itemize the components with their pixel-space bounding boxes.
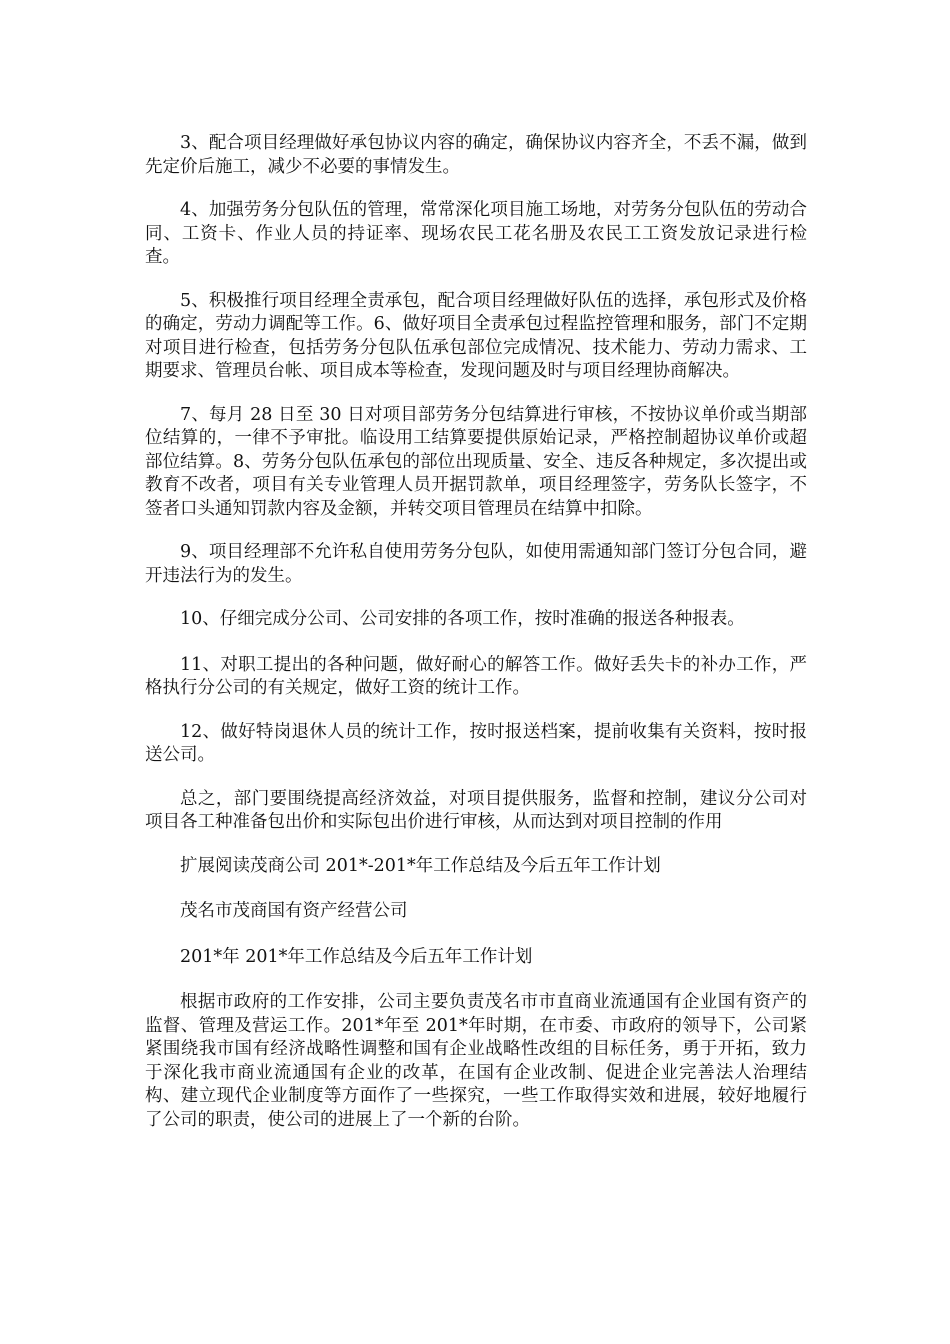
paragraph-item-7-8: 7、每月 28 日至 30 日对项目部劳务分包结算进行审核，不按协议单价或当期部位结算的，一律不予审批。临设用工结算要提供原始记录，严格控制超协议单价或超部位结算。8、劳务分包队伍承包的部位出现质量、安全、违反各种规定，多次提出或教育不改者，项目有关专业管理人员开据罚款单，项目经理签字，劳务队长签字，不签者口头通知罚款内容及金额，并转交项目管理员在结算中扣除。 — [145, 404, 807, 519]
company-name: 茂名市茂商国有资产经营公司 — [180, 901, 408, 921]
report-title: 201*年 201*年工作总结及今后五年工作计划 — [180, 946, 533, 967]
paragraph-introduction: 根据市政府的工作安排，公司主要负责茂名市市直商业流通国有企业国有资产的监督、管理及营运工作。201*年至 201*年时期，在市委、市政府的领导下，公司紧紧围绕我市国有经济战略性调整和国有企业战略性改组的目标任务，勇于开拓，致力于深化我市商业流通国有企业的改革，在国有企业改制、促进企业完善法人治理结构、建立现代企业制度等方面作了一些探究，一些工作取得实效和进展，较好地履行了公司的职责，使公司的进展上了一个新的台阶。 — [145, 992, 807, 1130]
paragraph-summary: 总之，部门要围绕提高经济效益，对项目提供服务，监督和控制，建议分公司对项目各工种准备包出价和实际包出价进行审核，从而达到对项目控制的作用 — [145, 788, 807, 832]
paragraph-item-3: 3、配合项目经理做好承包协议内容的确定，确保协议内容齐全，不丢不漏，做到先定价后施工，减少不必要的事情发生。 — [145, 133, 807, 177]
paragraph-item-10: 10、仔细完成分公司、公司安排的各项工作，按时准确的报送各种报表。 — [180, 609, 745, 629]
paragraph-item-12: 12、做好特岗退休人员的统计工作，按时报送档案，提前收集有关资料，按时报送公司。 — [145, 721, 807, 765]
extended-reading-title: 扩展阅读茂商公司 201*-201*年工作总结及今后五年工作计划 — [180, 855, 661, 876]
paragraph-item-5-6: 5、积极推行项目经理全责承包，配合项目经理做好队伍的选择，承包形式及价格的确定，劳动力调配等工作。6、做好项目全责承包过程监控管理和服务，部门不定期对项目进行检查，包括劳务分包队伍承包部位完成情况、技术能力、劳动力需求、工期要求、管理员台帐、项目成本等检查，发现问题及时与项目经理协商解决。 — [145, 290, 807, 381]
paragraph-item-4: 4、加强劳务分包队伍的管理，常常深化项目施工场地，对劳务分包队伍的劳动合同、工资卡、作业人员的持证率、现场农民工花名册及农民工工资发放记录进行检查。 — [145, 200, 807, 267]
paragraph-item-9: 9、项目经理部不允许私自使用劳务分包队，如使用需通知部门签订分包合同，避开违法行为的发生。 — [145, 542, 807, 586]
paragraph-item-11: 11、对职工提出的各种问题，做好耐心的解答工作。做好丢失卡的补办工作，严格执行分公司的有关规定，做好工资的统计工作。 — [145, 654, 807, 698]
document-body — [145, 132, 807, 1152]
